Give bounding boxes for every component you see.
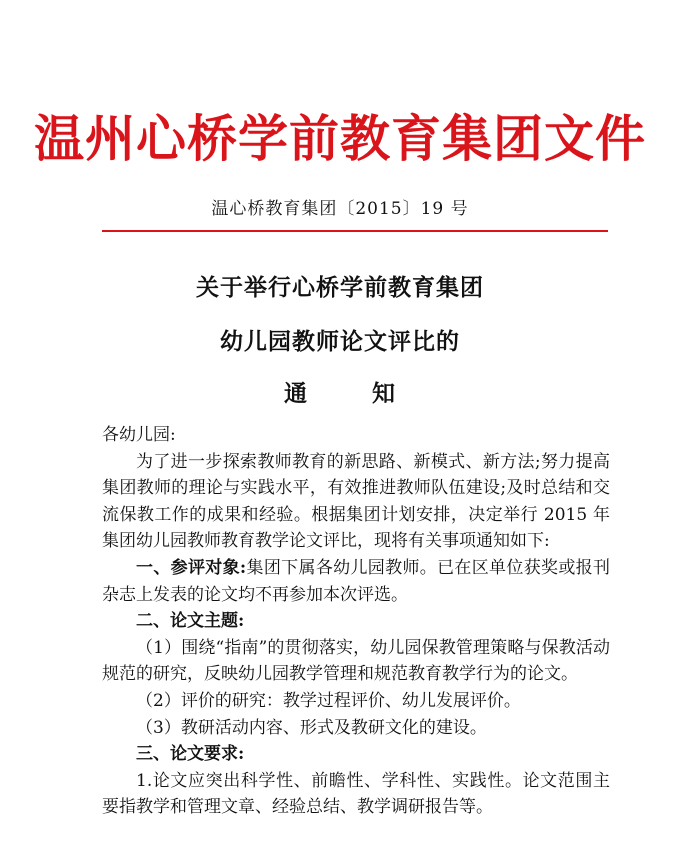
section-3-item-1: 1.论文应突出科学性、前瞻性、学科性、实践性。论文范围主要指教学和管理文章、经验总结、教学调研报告等。 (102, 770, 610, 818)
intro-paragraph: 为了进一步探索教师教育的新思路、新模式、新方法;努力提高集团教师的理论与实践水平，有效推进教师队伍建设;及时总结和交流保教工作的成果和经验。根据集团计划安排，决定举行 2015 年集团幼儿园教师教育教学论文评比，现将有关事项通知如下: (102, 451, 610, 552)
section-1-paragraph (102, 555, 610, 608)
section-2-item-2: （2）评价的研究：教学过程评价、幼儿发展评价。 (136, 690, 521, 711)
notice-title-char-2: 知 (372, 380, 396, 407)
notice-body (102, 422, 610, 821)
red-divider-line (102, 230, 608, 232)
section-3-heading: 三、论文要求: (136, 744, 245, 765)
salutation: 各幼儿园: (102, 425, 176, 445)
section-2-heading: 二、论文主题: (136, 611, 245, 632)
section-2-item-3: （3）教研活动内容、形式及教研文化的建设。 (136, 717, 487, 738)
document-number: 温心桥教育集团〔2015〕19 号 (211, 199, 469, 219)
notice-title-line-1: 关于举行心桥学前教育集团 (196, 274, 484, 301)
section-1-heading: 一、参评对象: (136, 557, 247, 578)
section-2-item-1: （1）围绕“指南”的贯彻落实，幼儿园保教管理策略与保教活动规范的研究，反映幼儿园教学管理和规范教育教学行为的论文。 (102, 637, 610, 685)
notice-title-line-3 (0, 378, 680, 410)
notice-title-line-2: 幼儿园教师论文评比的 (220, 328, 460, 355)
section-1-text: 集团下属各幼儿园教师。已在区单位获奖或报刊杂志上发表的论文均不再参加本次评选。 (102, 557, 610, 605)
org-header-title: 温州心桥学前教育集团文件 (34, 109, 646, 168)
notice-title-char-1: 通 (284, 380, 308, 407)
